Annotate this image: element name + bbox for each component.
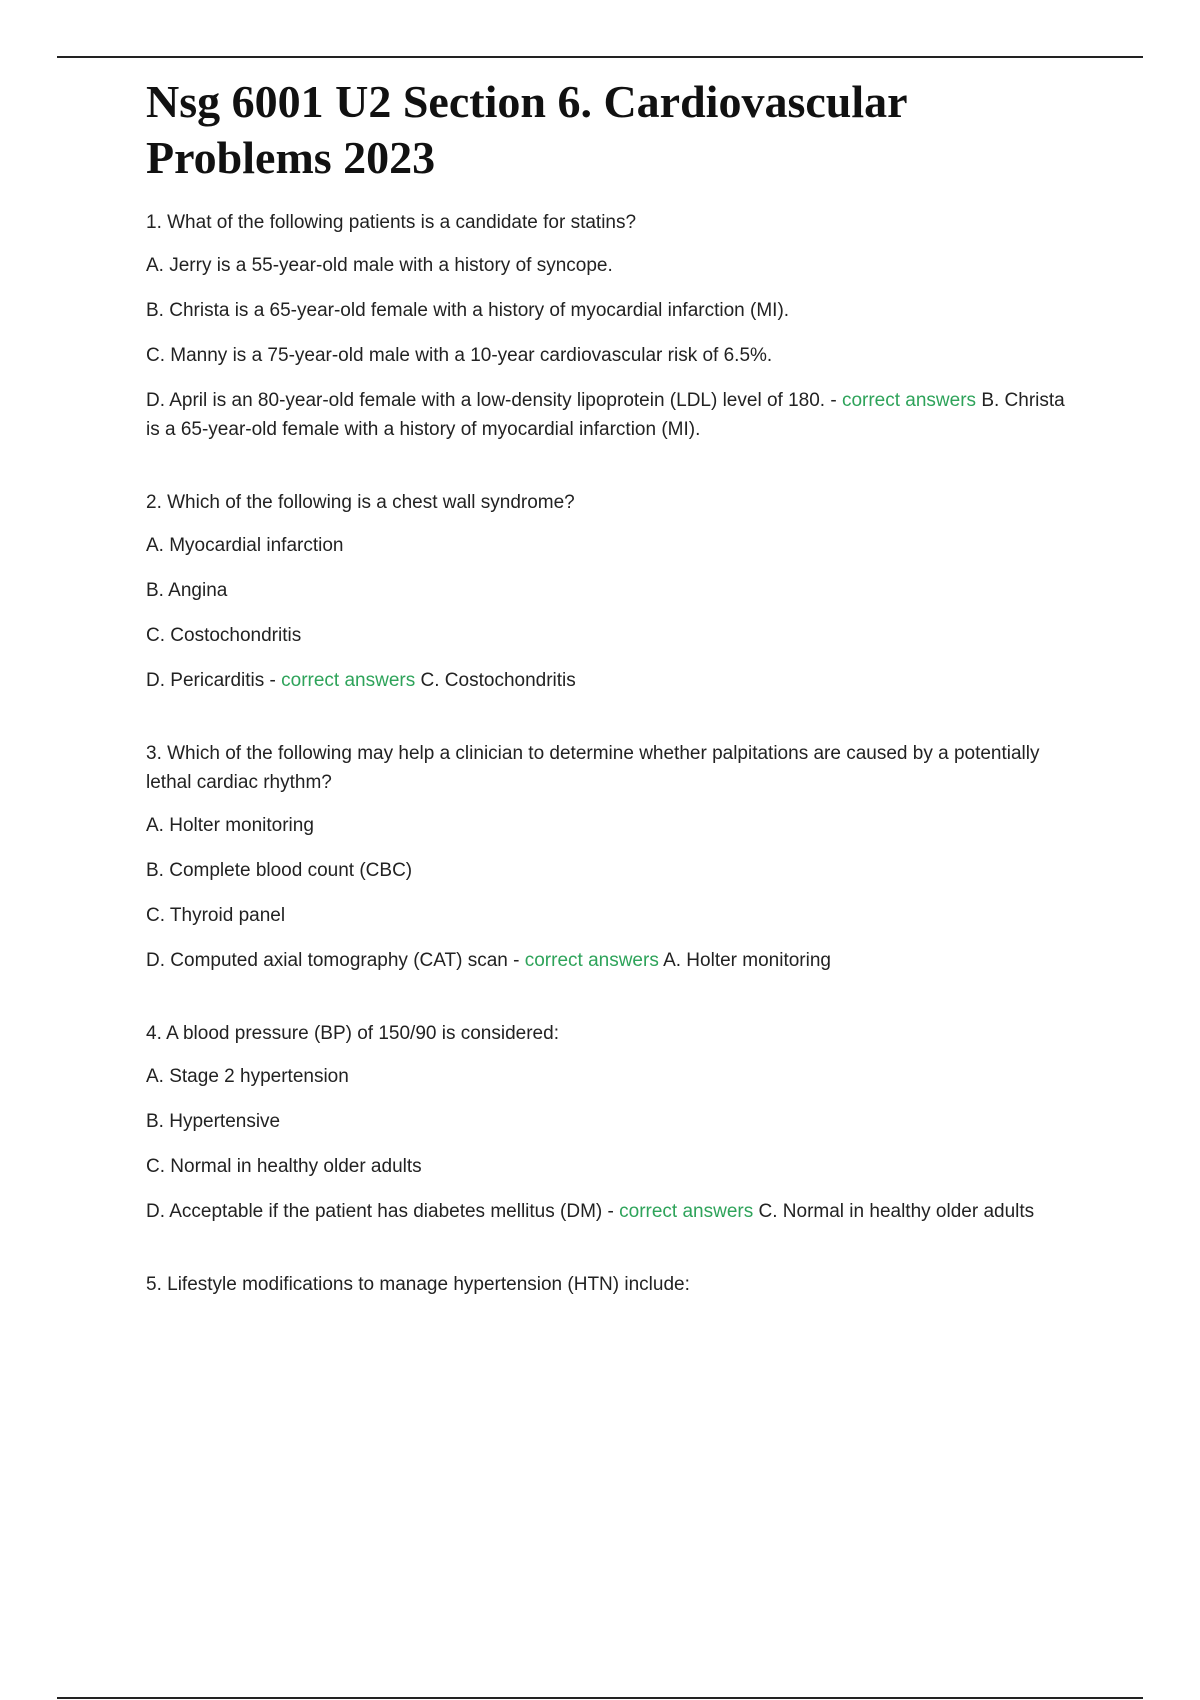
option-b: B. Christa is a 65-year-old female with a history of myocardial infarction (MI). [146, 300, 790, 321]
option-b: B. Angina [146, 580, 228, 601]
option-d-with-answer [146, 1197, 1066, 1226]
bottom-divider [57, 1697, 1143, 1699]
correct-answers-label: correct answers [619, 1201, 754, 1222]
option-d: D. Computed axial tomography (CAT) scan - [146, 950, 520, 971]
option-c: C. Costochondritis [146, 625, 302, 646]
option-d-with-answer [146, 386, 1066, 444]
option-a: A. Myocardial infarction [146, 535, 344, 556]
answer-text: A. Holter monitoring [663, 950, 831, 971]
question-text: 3. Which of the following may help a clinician to determine whether palpitations are caused by a potentially lethal cardiac rhythm? [146, 743, 1040, 793]
option-d-with-answer [146, 666, 1066, 695]
question-text: 4. A blood pressure (BP) of 150/90 is considered: [146, 1023, 559, 1044]
question-5 [146, 1270, 1066, 1299]
option-b: B. Hypertensive [146, 1111, 281, 1132]
option-d: D. Pericarditis - [146, 670, 276, 691]
option-b: B. Complete blood count (CBC) [146, 860, 413, 881]
correct-answers-label: correct answers [524, 950, 659, 971]
question-1 [146, 208, 1066, 444]
option-d-with-answer [146, 946, 1066, 975]
correct-answers-label: correct answers [841, 390, 977, 411]
option-a: A. Jerry is a 55-year-old male with a history of syncope. [146, 255, 613, 276]
answer-text: B. Christa is a 65-year-old female with a history of myocardial infarction (MI). [146, 390, 1065, 440]
option-c: C. Thyroid panel [146, 905, 286, 926]
answer-text: C. Normal in healthy older adults [758, 1201, 1035, 1222]
answer-text: C. Costochondritis [420, 670, 576, 691]
question-text: 1. What of the following patients is a candidate for statins? [146, 212, 637, 233]
question-3 [146, 739, 1066, 975]
option-c: C. Normal in healthy older adults [146, 1156, 422, 1177]
question-2 [146, 488, 1066, 695]
question-4 [146, 1019, 1066, 1226]
top-divider [57, 56, 1143, 58]
question-text: 2. Which of the following is a chest wall syndrome? [146, 492, 575, 513]
option-a: A. Holter monitoring [146, 815, 314, 836]
document-body [146, 74, 1066, 1343]
question-text: 5. Lifestyle modifications to manage hypertension (HTN) include: [146, 1274, 690, 1295]
option-a: A. Stage 2 hypertension [146, 1066, 349, 1087]
correct-answers-label: correct answers [281, 670, 416, 691]
document-title: Nsg 6001 U2 Section 6. Cardiovascular Problems 2023 [146, 76, 907, 183]
option-d: D. Acceptable if the patient has diabetes mellitus (DM) - [146, 1201, 614, 1222]
option-d: D. April is an 80-year-old female with a low-density lipoprotein (LDL) level of 180. - [146, 390, 837, 411]
option-c: C. Manny is a 75-year-old male with a 10-year cardiovascular risk of 6.5%. [146, 345, 773, 366]
